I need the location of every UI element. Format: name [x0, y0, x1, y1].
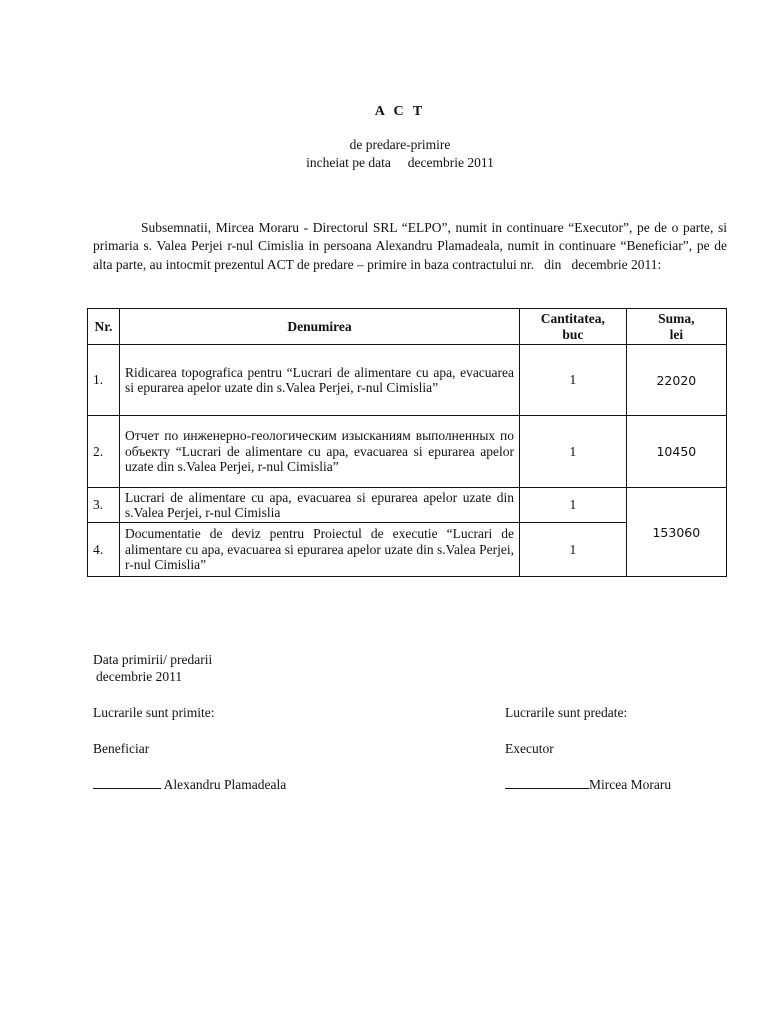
header-cantitatea-label: Cantitatea,: [540, 310, 605, 326]
header-cantitatea: [520, 309, 627, 345]
document-date-line: incheiat pe data decembrie 2011: [306, 155, 494, 170]
row-nr: 1.: [88, 345, 120, 416]
row-denumirea: Documentatie de deviz pentru Proiectul de executie “Lucrari de alimentare cu apa, evacuarea si epurarea apelor uzate din s.Valea Perjei, r-nul Cimislia”: [120, 523, 520, 577]
document-subtitle: de predare-primire: [349, 137, 451, 152]
beneficiary-signature: [93, 776, 286, 793]
row-denumirea: Ridicarea topografica pentru “Lucrari de alimentare cu apa, evacuarea si epurarea apelor uzate din s.Valea Perjei, r-nul Cimislia”: [120, 345, 520, 416]
table-header-row: [88, 309, 727, 345]
row-denumirea: Lucrari de alimentare cu apa, evacuarea si epurarea apelor uzate din s.Valea Perjei, r-nul Cimislia: [120, 488, 520, 523]
row-suma: 22020: [626, 345, 726, 416]
signature-line: [93, 776, 161, 789]
handover-date-value: decembrie 2011: [96, 669, 183, 684]
executor-signature: [505, 776, 671, 793]
table-row: [88, 488, 727, 523]
executor-name: Mircea Moraru: [589, 777, 672, 792]
row-denumirea: Отчет по инженерно-геологическим изысканиям выполненных по объекту “Lucrari de alimentare cu apa, evacuarea si epurarea apelor uzate din s.Valea Perjei, r-nul Cimislia”: [120, 416, 520, 488]
row-cantitatea: 1: [520, 488, 627, 523]
header-suma-unit: lei: [669, 326, 684, 342]
header-suma-label: Suma,: [658, 310, 695, 326]
document-title: A C T: [374, 104, 426, 119]
row-suma-merged: 153060: [626, 488, 726, 577]
beneficiary-name: Alexandru Plamadeala: [161, 777, 287, 792]
table-row: [88, 345, 727, 416]
items-table: [87, 308, 727, 577]
row-cantitatea: 1: [520, 345, 627, 416]
header-denumirea: Denumirea: [120, 309, 520, 345]
executor-role: Executor: [505, 741, 554, 756]
intro-contract-line: contractului nr. din decembrie 2011:: [452, 256, 662, 272]
intro-text: Subsemnatii, Mircea Moraru - Directorul SRL “ELPO”, numit in continuare “Executor”, pe de o parte, si primaria s. Valea Perjei r-nul Cimislia in persoana Alexandru Plamadeala, numit in continuare “Beneficiar”, pe de alta parte, au intocmit prezentul ACT de predare – primire in baza: [93, 220, 727, 272]
row-cantitatea: 1: [520, 416, 627, 488]
delivered-heading: Lucrarile sunt predate:: [505, 705, 628, 720]
intro-paragraph: [93, 219, 727, 274]
beneficiary-role: Beneficiar: [93, 741, 150, 756]
row-nr: 3.: [88, 488, 120, 523]
row-cantitatea: 1: [520, 523, 627, 577]
row-suma: 10450: [626, 416, 726, 488]
header-cantitatea-unit: buc: [562, 326, 584, 342]
row-nr: 4.: [88, 523, 120, 577]
signature-line: [505, 776, 589, 789]
received-heading: Lucrarile sunt primite:: [93, 705, 215, 720]
table-row: [88, 416, 727, 488]
header-nr: Nr.: [88, 309, 120, 345]
row-nr: 2.: [88, 416, 120, 488]
handover-date-label: Data primirii/ predarii: [93, 652, 213, 667]
header-suma: [626, 309, 726, 345]
